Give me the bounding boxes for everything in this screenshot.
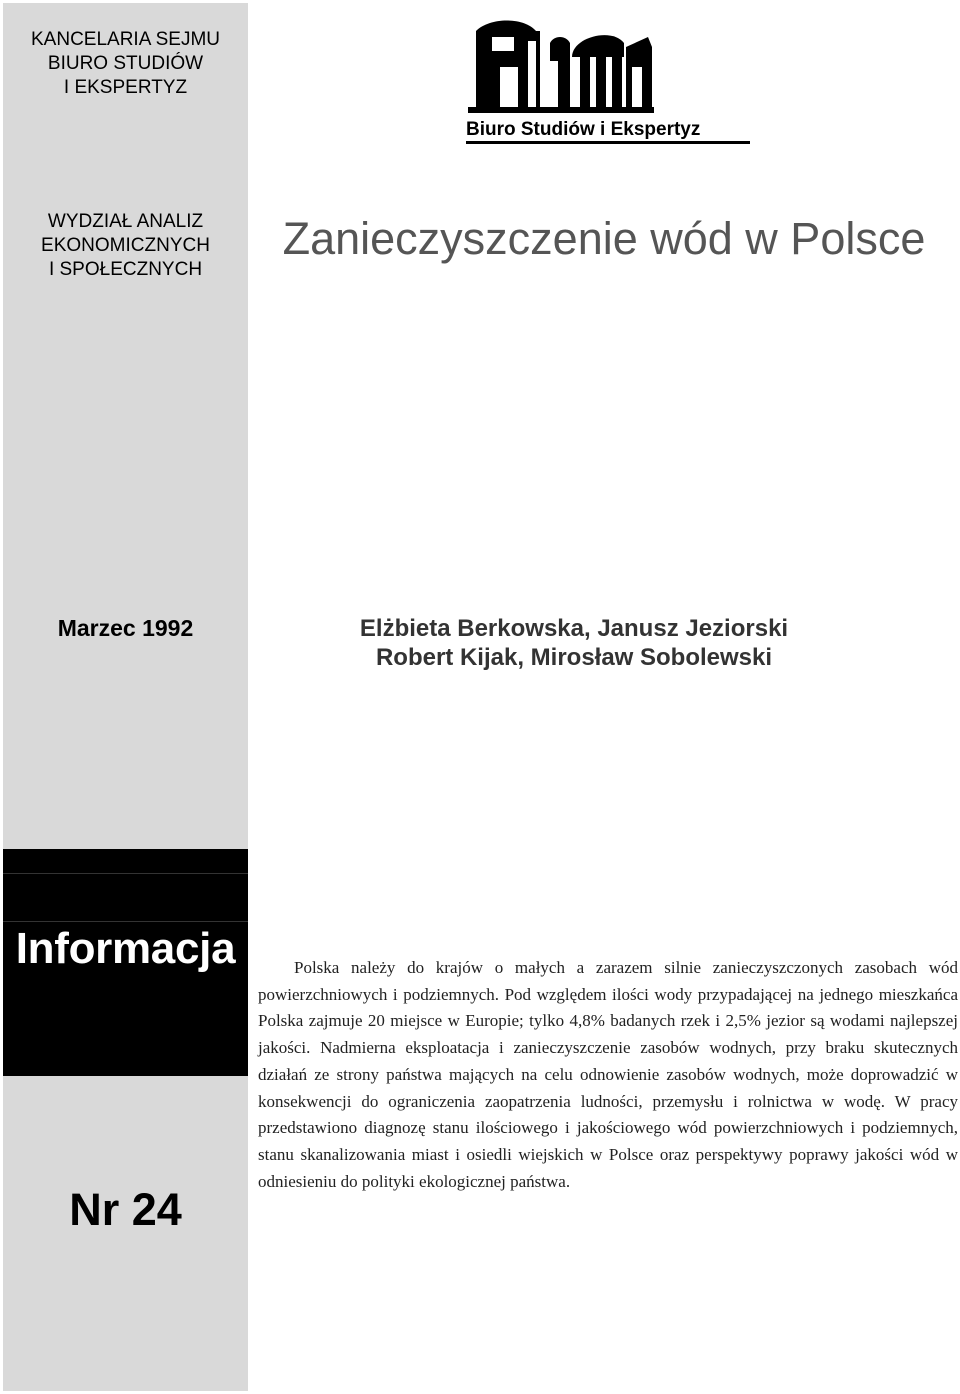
abstract-text: Polska należy do krajów o małych a zarazem silnie zanieczyszczonych zasobach wód powierzchniowych i podziemnych. Pod względem ilości wody przypadającej na jednego mieszkańca Polska zajmuje 20 miejsce w Europie; tylko 4,8% badanych rzek i 2,5% jezior są wodami najlepszej jakości. Nadmierna eksploatacja i zanieczyszczenie zasobów wodnych, przy braku skutecznych działań ze strony państwa mających na celu odnowienie zasobów wodnych, może doprowadzić w konsekwencji do ograniczenia zaopatrzenia ludności, przemysłu i rolnictwa w wodę. W pracy przedstawiono diagnozę stanu ilościowego i jakościowego wód powierzchniowych i podziemnych, stanu skanalizowania miast i osiedli wiejskich w Polsce oraz perspektywy poprawy jakości wód w odniesieniu do polityki ekologicznej państwa.: [258, 958, 958, 1191]
author-list: [248, 614, 900, 672]
page-title: Zanieczyszczenie wód w Polsce: [282, 213, 926, 264]
author-line: Elżbieta Berkowska, Janusz Jeziorski: [359, 615, 789, 642]
department-line: I SPOŁECZNYCH: [48, 259, 203, 280]
department-line: WYDZIAŁ ANALIZ: [47, 211, 204, 232]
issue-number: Nr 24: [69, 1184, 182, 1235]
department-line: EKONOMICZNYCH: [41, 235, 210, 256]
bse-logo: [462, 17, 754, 147]
logo-caption: Biuro Studiów i Ekspertyz: [466, 119, 701, 140]
office-line: KANCELARIA SEJMU: [31, 29, 220, 50]
building-icon: [468, 21, 654, 114]
author-line: Robert Kijak, Mirosław Sobolewski: [375, 644, 773, 671]
series-label: Informacja: [15, 924, 236, 973]
department-name: [3, 210, 248, 282]
series-block: [3, 849, 248, 1076]
office-line: I EKSPERTYZ: [63, 77, 188, 98]
office-name: [3, 28, 248, 100]
publication-date: Marzec 1992: [57, 615, 194, 641]
office-line: BIURO STUDIÓW: [47, 53, 204, 74]
